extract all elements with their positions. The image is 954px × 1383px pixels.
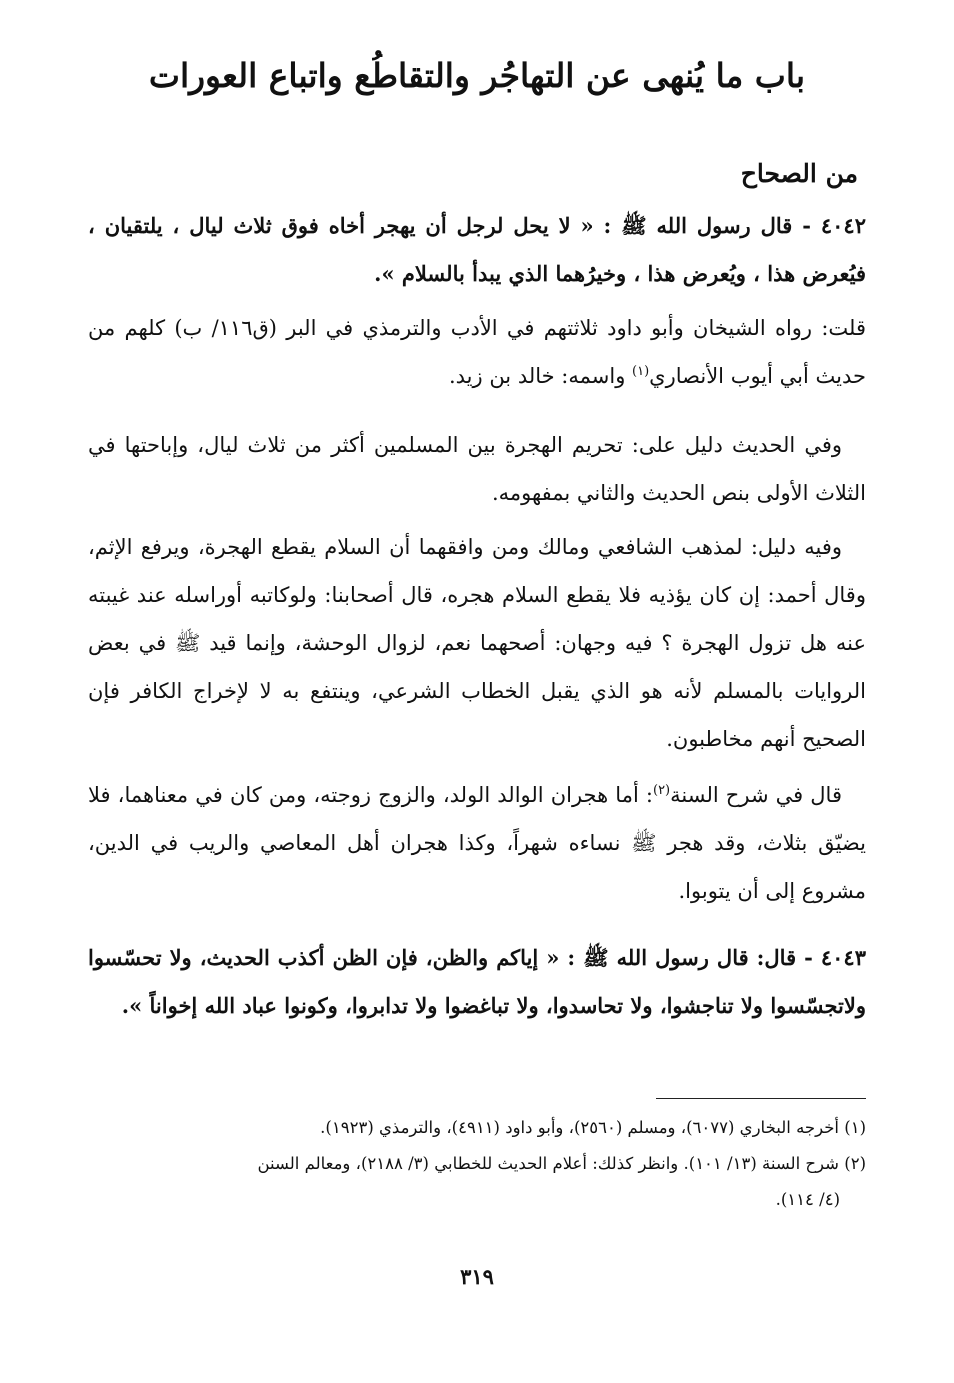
footnote-divider bbox=[656, 1098, 866, 1099]
footnote-ref-2: (٢) bbox=[652, 783, 671, 798]
page-number: ٣١٩ bbox=[460, 1264, 494, 1289]
footnote-ref-1: (١) bbox=[632, 364, 650, 379]
commentary-qultu-text-a: قلت: رواه الشيخان وأبو داود ثلاثتهم في الأدب والترمذي في البر (ق١١٦/ ب) كلهم من حديث أبي أيوب الأنصاري bbox=[88, 316, 867, 388]
hadith-4043: ٤٠٤٣ - قال: قال رسول الله ﷺ : « إياكم والظن، فإن الظن أكذب الحديث، ولا تحسّسوا ولاتجسّسوا ولا تناجشوا، ولا تحاسدوا، ولا تباغضوا ولا تدابروا، وكونوا عباد الله إخواناً ». bbox=[88, 945, 866, 1018]
footnote-2: (٢) شرح السنة (١٣/ ١٠١). وانظر كذلك: أعلام الحديث للخطابي (٣/ ٢١٨٨)، ومعالم السنن bbox=[257, 1154, 866, 1173]
hadith-4042: ٤٠٤٢ - قال رسول الله ﷺ : « لا يحل لرجل أن يهجر أخاه فوق ثلاث ليال ، يلتقيان ، فيُعرض هذا ، ويُعرض هذا ، وخيرُهما الذي يبدأ بالسلام ». bbox=[88, 213, 866, 286]
footnote-1: (١) أخرجه البخاري (٦٠٧٧)، ومسلم (٢٥٦٠)، وأبو داود (٤٩١١)، والترمذي (١٩٢٣). bbox=[320, 1118, 866, 1137]
footnotes bbox=[88, 1110, 866, 1218]
commentary-sharh-text-b: : أما هجران الوالد الولد، والزوج زوجته، ومن كان في معناهما، فلا يضيّق بثلاث، وقد هجر ﷺ نساءه شهراً، وكذا هجران أهل المعاصي والريب في الدين، مشروع إلى أن يتوبوا. bbox=[88, 783, 866, 903]
commentary-qultu-text-b: واسمه: خالد بن زيد. bbox=[448, 364, 633, 388]
commentary-sharh-sunnah bbox=[88, 771, 866, 915]
section-heading: من الصحاح bbox=[740, 159, 858, 188]
chapter-title: باب ما يُنهى عن التهاجُر والتقاطُع واتباع العورات bbox=[148, 56, 806, 95]
footnote-2-continuation: (٤/ ١١٤). bbox=[775, 1190, 840, 1209]
commentary-qultu bbox=[88, 304, 866, 400]
commentary-hadith-evidence: وفي الحديث دليل على: تحريم الهجرة بين المسلمين أكثر من ثلاث ليال، وإباحتها في الثلاث الأولى بنص الحديث والثاني بمفهومه. bbox=[88, 433, 866, 505]
commentary-sharh-text-a: قال في شرح السنة bbox=[670, 783, 842, 807]
commentary-madhhab-evidence: وفيه دليل: لمذهب الشافعي ومالك ومن وافقهما أن السلام يقطع الهجرة، ويرفع الإثم، وقال أحمد: إن كان يؤذيه فلا يقطع السلام هجره، قال أصحابنا: ولوكاتبه أوراسله عند غيبته عنه هل تزول الهجرة ؟ فيه وجهان: أصحهما نعم، لزوال الوحشة، وإنما قيد ﷺ في بعض الروايات بالمسلم لأنه هو الذي يقبل الخطاب الشرعي، وينتفع به لا لإخراج الكافر فإن الصحيح أنهم مخاطبون. bbox=[88, 535, 866, 751]
